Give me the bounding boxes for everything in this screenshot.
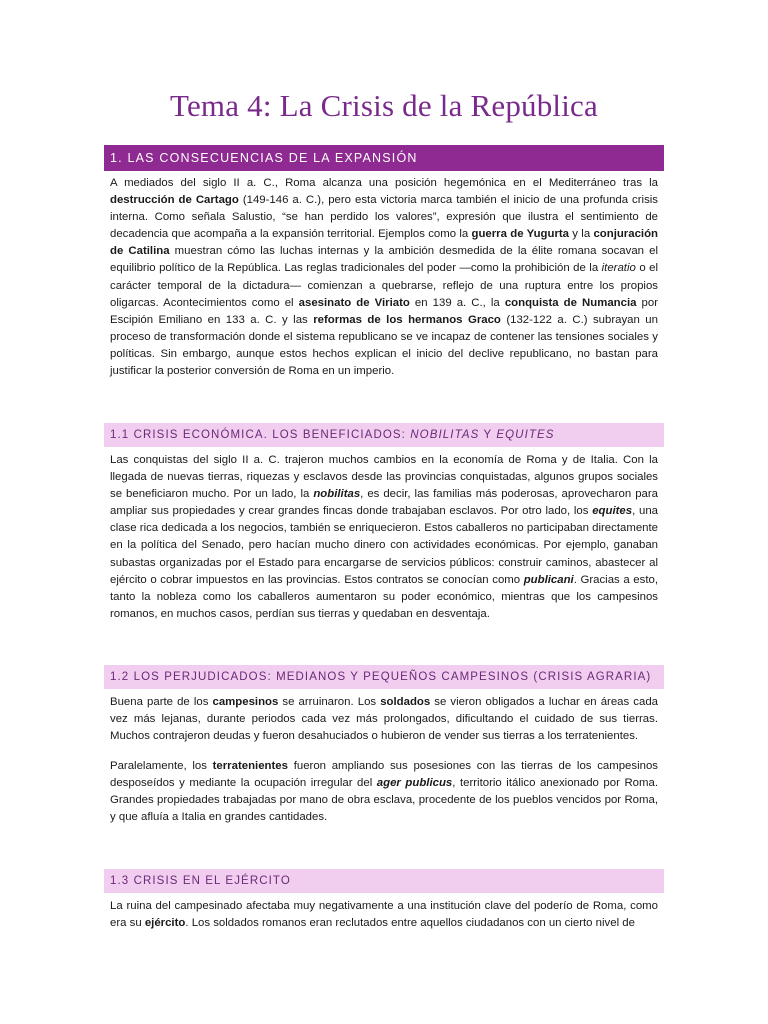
section-1-3-paragraph: La ruina del campesinado afectaba muy negativamente a una institución clave del poderío de Roma, como era su ejército. Los soldados romanos eran reclutados entre aquellos ciudadanos con un cierto nivel de	[110, 900, 658, 930]
section-1-paragraph: A mediados del siglo II a. C., Roma alcanza una posición hegemónica en el Mediterráneo tras la destrucción de Cartago (149-146 a. C.), pero esta victoria marca también el inicio de una profunda crisis interna. Como señala Salustio, “se han perdido los valores”, expresión que ilustra el sentimiento de decadencia que acompaña a la expansión territorial. Ejemplos como la guerra de Yugurta y la conjuración de Catilina muestran cómo las luchas internas y la ambición desmedida de la élite romana socavan el equilibrio político de la República. Las reglas tradicionales del poder —como la prohibición de la iteratio o el carácter temporal de la dictadura— comienzan a quebrarse, reflejo de una ruptura entre los propios oligarcas. Acontecimientos como el asesinato de Viriato en 139 a. C., la conquista de Numancia por Escipión Emiliano en 133 a. C. y las reformas de los hermanos Graco (132-122 a. C.) subrayan un proceso de transformación donde el sistema republicano se ve incapaz de contener las tensiones sociales y políticas. Sin embargo, aunque estos hechos explican el inicio del declive republicano, no bastan para justificar la posterior conversión de Roma en un imperio.	[110, 177, 659, 378]
section-1-2-paragraph-1: Buena parte de los campesinos se arruinaron. Los soldados se vieron obligados a luchar en áreas cada vez más lejanas, durante periodos cada vez más prolongados, dificultando el cuidado de sus tierras. Muchos contrajeron deudas y fueron desahuciados o hubieron de vender sus tierras a los terratenientes.	[110, 696, 658, 743]
section-heading-1-3: 1.3 CRISIS EN EL EJÉRCITO	[104, 869, 664, 893]
section-heading-1-1: 1.1 CRISIS ECONÓMICA. LOS BENEFICIADOS: NOBILITAS Y EQUITES	[104, 423, 664, 447]
section-1-1-paragraph: Las conquistas del siglo II a. C. trajeron muchos cambios en la economía de Roma y de Italia. Con la llegada de nuevas tierras, riquezas y esclavos desde las provincias conquistadas, algunos grupos sociales se beneficiaron mucho. Por un lado, la nobilitas, es decir, las familias más poderosas, aprovecharon para ampliar sus propiedades y crear grandes fincas donde trabajaban esclavos. Por otro lado, los equites, una clase rica dedicada a los negocios, también se enriquecieron. Estos caballeros no participaban directamente en la política del Senado, pero hacían mucho dinero con actividades económicas. Por ejemplo, ganaban subastas organizadas por el Estado para encargarse de servicios públicos: construir caminos, abastecer al ejército o cobrar impuestos en las provincias. Estos contratos se conocían como publicani. Gracias a esto, tanto la nobleza como los caballeros aumentaron su poder económico, mientras que los campesinos romanos, en muchos casos, perdían sus tierras y quedaban en desventaja.	[110, 454, 658, 620]
document-title: Tema 4: La Crisis de la República	[170, 88, 598, 123]
section-heading-1: 1. LAS CONSECUENCIAS DE LA EXPANSIÓN	[104, 145, 664, 171]
section-heading-1-2: 1.2 LOS PERJUDICADOS: MEDIANOS Y PEQUEÑOS CAMPESINOS (CRISIS AGRARIA)	[104, 665, 664, 689]
section-1-2-paragraph-2: Paralelamente, los terratenientes fueron ampliando sus posesiones con las tierras de los campesinos desposeídos y mediante la ocupación irregular del ager publicus, territorio itálico anexionado por Roma. Grandes propiedades trabajadas por mano de obra esclava, procedente de los pueblos vencidos por Roma, y que afluía a Italia en grandes cantidades.	[110, 760, 658, 824]
